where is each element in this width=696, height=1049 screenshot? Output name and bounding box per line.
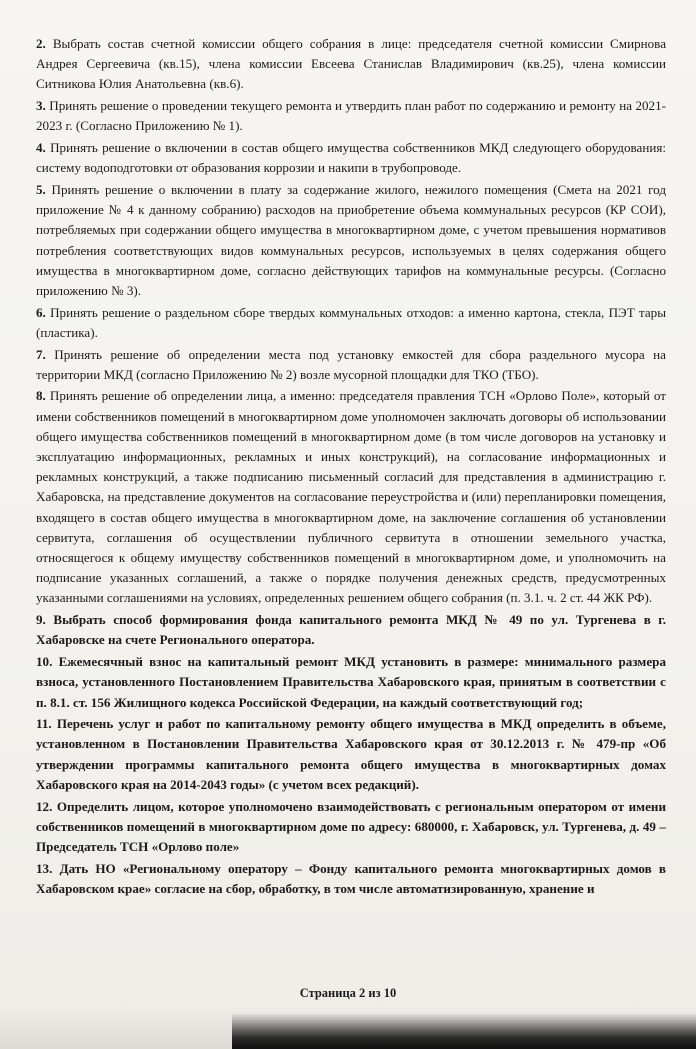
footer-prefix: Страница: [299, 986, 356, 1000]
decision-text: Выбрать состав счетной комиссии общего собрания в лице: председателя счетной комиссии Смирнова Андрея Сергеевича (кв.15), члена комиссии Евсеева Станислав Владимирович (кв.25), члена комиссии Ситникова Юлия Анатольевна (кв.6).: [36, 36, 666, 92]
decision-number: 6.: [36, 304, 46, 320]
decision-item: [36, 859, 666, 899]
decision-number: 11.: [36, 716, 52, 732]
decision-text: Дать НО «Региональному оператору – Фонду капитального ремонта многоквартирных домов в Хабаровском крае» согласие на сбор, обработку, в том числе автоматизированную, хранение и: [36, 860, 666, 896]
decision-text: Ежемесячный взнос на капитальный ремонт МКД установить в размере: минимального размера взноса, установленного Постановлением Правительства Хабаровского края, принятым в соответствии с п. 8.1. ст. 156 Жилищного кодекса Российской Федерации, на каждый соответствующий год;: [36, 654, 666, 710]
page-footer: [0, 986, 696, 1001]
decision-number: 13.: [36, 860, 53, 876]
decision-item: [36, 610, 666, 650]
footer-current-page: 2: [359, 986, 366, 1000]
decision-item: [36, 386, 666, 608]
decision-item: [36, 303, 666, 343]
decision-number: 4.: [36, 140, 46, 156]
decision-text: Принять решение о включении в состав общего имущества собственников МКД следующего оборудования: систему водоподготовки от образования коррозии и накипи в трубопроводе.: [36, 140, 666, 176]
decision-text: Определить лицом, которое уполномочено взаимодействовать с региональным оператором от имени собственников помещений в многоквартирном доме по адресу: 680000, г. Хабаровск, ул. Тургенева, д. 49 –Председатель ТСН «Орлово поле»: [36, 798, 666, 854]
decision-number: 7.: [36, 346, 46, 362]
decision-item: [36, 138, 666, 178]
decision-item: [36, 96, 666, 136]
decision-text: Принять решение об определении лица, а именно: председателя правления ТСН «Орлово Поле», который от имени собственников помещений в многоквартирном доме уполномочен заключать договоры об использовании общего имущества собственников помещений в многоквартирном доме (в том числе договоров на установку и эксплуатацию информационных, рекламных и иных конструкций), на согласование информационных и рекламных конструкций, а также подписанию письменный согласий для представления в администрацию г. Хабаровска, на представление документов на согласование переустройства и (или) перепланировки помещения, входящего в состав общего имущества в многоквартирном доме, на заключение соглашения об установлении сервитута, соглашения об осуществлении публичного сервитута в отношении земельного участка, относящегося к общему имуществу собственников помещений в многоквартирном доме, и уполномочить на подписание указанных соглашений, а также о порядке получения денежных средств, предусмотренных указанными соглашениями на условиях, определенных решением общего собрания (п. 3.1. ч. 2 ст. 44 ЖК РФ).: [36, 388, 667, 606]
scan-edge-dark: [232, 1013, 696, 1049]
decision-item: [36, 652, 666, 713]
decision-number: 5.: [36, 181, 46, 197]
decision-item: [36, 714, 666, 795]
decision-item: [36, 34, 666, 95]
decision-number: 10.: [36, 654, 53, 670]
decision-number: 2.: [36, 36, 46, 51]
decision-text: Принять решение об определении места под установку емкостей для сбора раздельного мусора на территории МКД (согласно Приложению № 2) возле мусорной площадки для ТКО (ТБО).: [36, 346, 666, 382]
decision-item: [36, 180, 666, 301]
decision-number: 3.: [36, 98, 46, 114]
decision-text: Перечень услуг и работ по капитальному ремонту общего имущества в МКД определить в объеме, установленном в Постановлении Правительства Хабаровского края от 30.12.2013 г. № 479-пр «Об утверждении программы капитального ремонта общего имущества в многоквартирных домах Хабаровского края на 2014-2043 годы» (с учетом всех редакций).: [36, 716, 666, 792]
decision-text: Принять решение о включении в плату за содержание жилого, нежилого помещения (Смета на 2021 год приложение № 4 к данному собранию) расходов на приобретение объема коммунальных ресурсов (КР СОИ), потребляемых при содержании общего имущества в многоквартирном доме, с учетом превышения нормативов потребления соответствующих видов коммунальных ресурсов, используемых в целях содержания общего имущества в многоквартирном доме, согласно действующих тарифов на коммунальные ресурсы. (Согласно приложению № 3).: [36, 181, 666, 298]
footer-total-pages: 10: [383, 986, 397, 1000]
decision-text: Принять решение о раздельном сборе твердых коммунальных отходов: а именно картона, стекла, ПЭТ тары (пластика).: [36, 304, 666, 340]
decision-number: 9.: [36, 612, 46, 628]
decision-list: [36, 34, 666, 899]
decision-number: 8.: [36, 388, 46, 404]
decision-text: Принять решение о проведении текущего ремонта и утвердить план работ по содержанию и ремонту на 2021-2023 г. (Согласно Приложению № 1).: [36, 98, 666, 134]
decision-item: [36, 345, 666, 385]
decision-number: 12.: [36, 798, 53, 814]
decision-item: [36, 797, 666, 858]
footer-of: из: [368, 986, 381, 1000]
decision-text: Выбрать способ формирования фонда капитального ремонта МКД № 49 по ул. Тургенева в г. Хабаровске на счете Регионального оператора.: [36, 612, 667, 648]
